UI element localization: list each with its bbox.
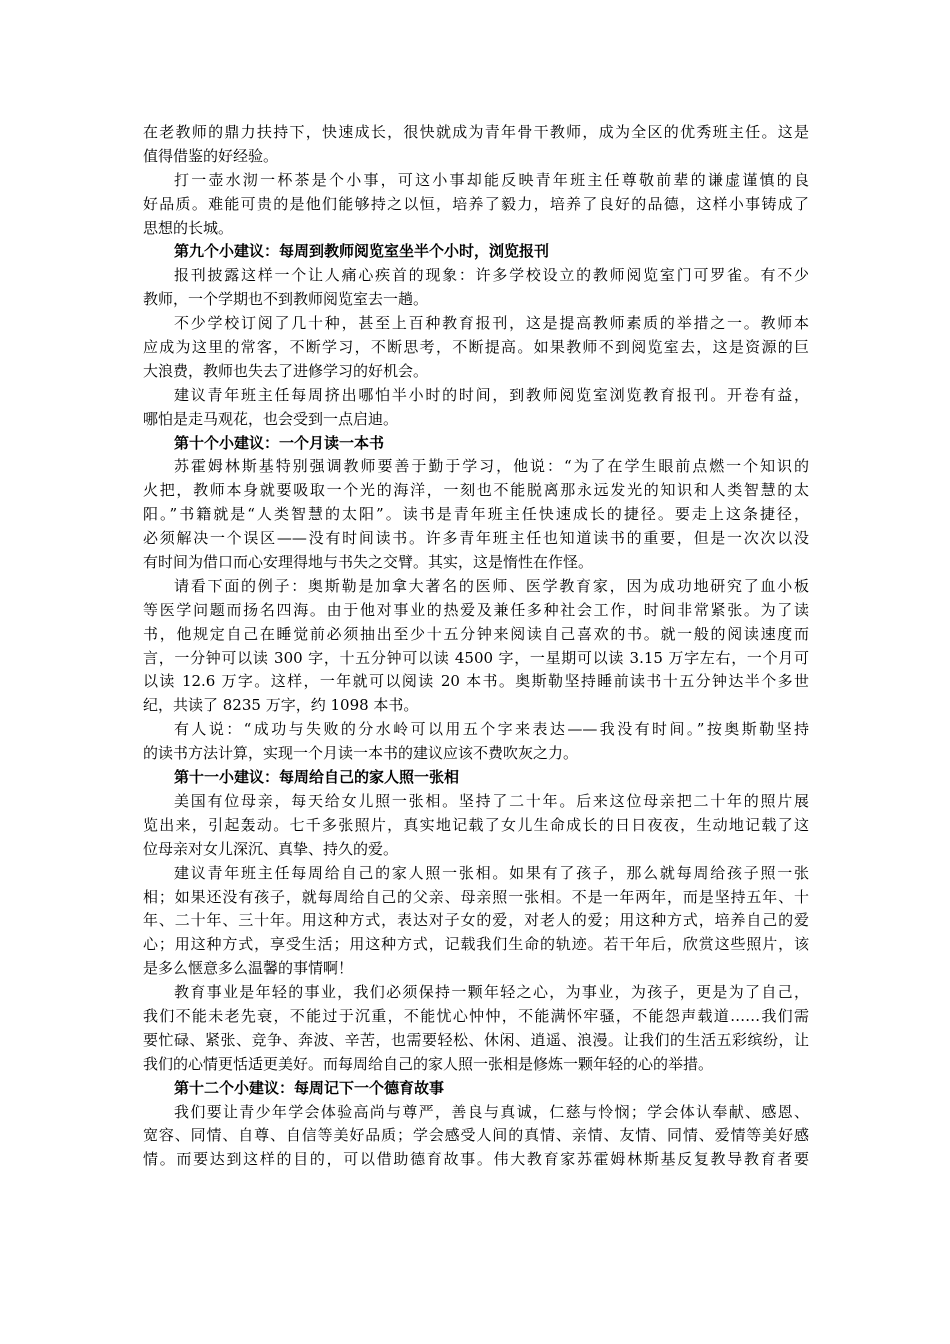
- text-line: 是多么惬意多么温馨的事情啊！: [143, 959, 354, 978]
- document-page: [143, 121, 809, 1172]
- text-line: 位母亲对女儿深沉、真挚、持久的爱。: [143, 839, 399, 858]
- text-line: 我们要让青少年学会体验高尚与尊严，善良与真诚，仁慈与怜悯；学会体认奉献、感恩、: [174, 1102, 809, 1121]
- text-line: 苏霍姆林斯基特别强调教师要善于勤于学习，他说：“为了在学生眼前点燃一个知识的: [174, 457, 809, 476]
- section-heading: 第十个小建议：一个月读一本书: [174, 433, 385, 452]
- text-line: 有时间为借口而心安理得地与书失之交臂。其实，这是惰性在作怪。: [143, 553, 594, 572]
- section-heading: 第十二个小建议：每周记下一个德育故事: [174, 1078, 445, 1097]
- text-line: 应成为这里的常客，不断学习，不断思考，不断提高。如果教师不到阅览室去，这是资源的巨: [143, 338, 809, 357]
- text-line: 在老教师的鼎力扶持下，快速成长，很快就成为青年骨干教师，成为全区的优秀班主任。这是: [143, 123, 809, 141]
- text-line: 教育事业是年轻的事业，我们必须保持一颗年轻之心，为事业，为孩子，更是为了自己，: [174, 983, 809, 1002]
- text-line: 纪，共读了 8235 万字，约 1098 本书。: [143, 696, 419, 715]
- text-line: 宽容、同情、自尊、自信等美好品质；学会感受人间的真情、亲情、友情、同情、爱情等美好感: [143, 1126, 809, 1145]
- text-line: 哪怕是走马观花，也会受到一点启迪。: [143, 409, 399, 428]
- text-line: 打一壶水沏一杯茶是个小事，可这小事却能反映青年班主任尊敬前辈的谦虚谨慎的良: [174, 170, 809, 189]
- text-line: 美国有位母亲，每天给女儿照一张相。坚持了二十年。后来这位母亲把二十年的照片展: [174, 791, 809, 810]
- text-line: 我们的心情更恬适更美好。而每周给自己的家人照一张相是修炼一颗年轻的心的举措。: [143, 1054, 714, 1073]
- text-line: 书，他规定自己在睡觉前必须抽出至少十五分钟来阅读自己喜欢的书。就一般的阅读速度而: [143, 624, 809, 643]
- text-line: 我们不能未老先衰，不能过于沉重，不能忧心忡忡，不能满怀牢骚，不能怨声载道……我们需: [143, 1006, 809, 1025]
- text-line: 必须解决一个误区——没有时间读书。许多青年班主任也知道读书的重要，但是一次次以没: [143, 529, 809, 548]
- text-line: 好品质。难能可贵的是他们能够持之以恒，培养了毅力，培养了良好的品德，这样小事铸成了: [143, 194, 809, 213]
- text-line: 年、二十年、三十年。用这种方式，表达对子女的爱，对老人的爱；用这种方式，培养自己的爱: [143, 911, 809, 930]
- text-line: 大浪费，教师也失去了进修学习的好机会。: [143, 361, 429, 380]
- text-line: 值得借鉴的好经验。: [143, 146, 279, 165]
- text-line: 请看下面的例子：奥斯勒是加拿大著名的医师、医学教育家，因为成功地研究了血小板: [174, 576, 809, 595]
- text-line: 思想的长城。: [143, 218, 234, 237]
- text-line: 相；如果还没有孩子，就每周给自己的父亲、母亲照一张相。不是一年两年，而是坚持五年、十: [143, 887, 809, 906]
- section-heading: 第九个小建议：每周到教师阅览室坐半个小时，浏览报刊: [174, 242, 550, 261]
- text-line: 建议青年班主任每周挤出哪怕半小时的时间，到教师阅览室浏览教育报刊。开卷有益，: [174, 385, 809, 404]
- text-line: 要忙碌、紧张、竞争、奔波、辛苦，也需要轻松、休闲、逍遥、浪漫。让我们的生活五彩缤纷，让: [143, 1030, 809, 1049]
- section-heading: 第十一小建议：每周给自己的家人照一张相: [174, 768, 460, 787]
- text-line: 阳。”书籍就是“人类智慧的太阳”。读书是青年班主任快速成长的捷径。要走上这条捷径，: [143, 505, 809, 524]
- text-line: 览出来，引起轰动。七千多张照片，真实地记载了女儿生命成长的日日夜夜，生动地记载了这: [143, 815, 809, 834]
- text-line: 情。而要达到这样的目的，可以借助德育故事。伟大教育家苏霍姆林斯基反复教导教育者要: [143, 1150, 809, 1169]
- text-line: 的读书方法计算，实现一个月读一本书的建议应该不费吹灰之力。: [143, 744, 579, 763]
- text-line: 火把，教师本身就要吸取一个光的海洋，一刻也不能脱离那永远发光的知识和人类智慧的太: [143, 481, 809, 500]
- text-line: 报刊披露这样一个让人痛心疾首的现象：许多学校设立的教师阅览室门可罗雀。有不少: [174, 266, 809, 285]
- text-line: 言，一分钟可以读 300 字，十五分钟可以读 4500 字，一星期可以读 3.15 万字左右，一个月可: [143, 648, 809, 667]
- text-line: 心；用这种方式，享受生活；用这种方式，记载我们生命的轨迹。若干年后，欣赏这些照片，该: [143, 935, 809, 954]
- text-line: 教师，一个学期也不到教师阅览室去一趟。: [143, 290, 429, 309]
- text-line: 等医学问题而扬名四海。由于他对事业的热爱及兼任多种社会工作，时间非常紧张。为了读: [143, 600, 809, 619]
- text-line: 不少学校订阅了几十种，甚至上百种教育报刊，这是提高教师素质的举措之一。教师本: [174, 314, 809, 333]
- text-line: 以读 12.6 万字。这样，一年就可以阅读 20 本书。奥斯勒坚持睡前读书十五分钟达半个多世: [143, 672, 809, 691]
- text-line: 有人说：“成功与失败的分水岭可以用五个字来表达——我没有时间。”按奥斯勒坚持: [174, 720, 809, 739]
- text-line: 建议青年班主任每周给自己的家人照一张相。如果有了孩子，那么就每周给孩子照一张: [174, 863, 809, 882]
